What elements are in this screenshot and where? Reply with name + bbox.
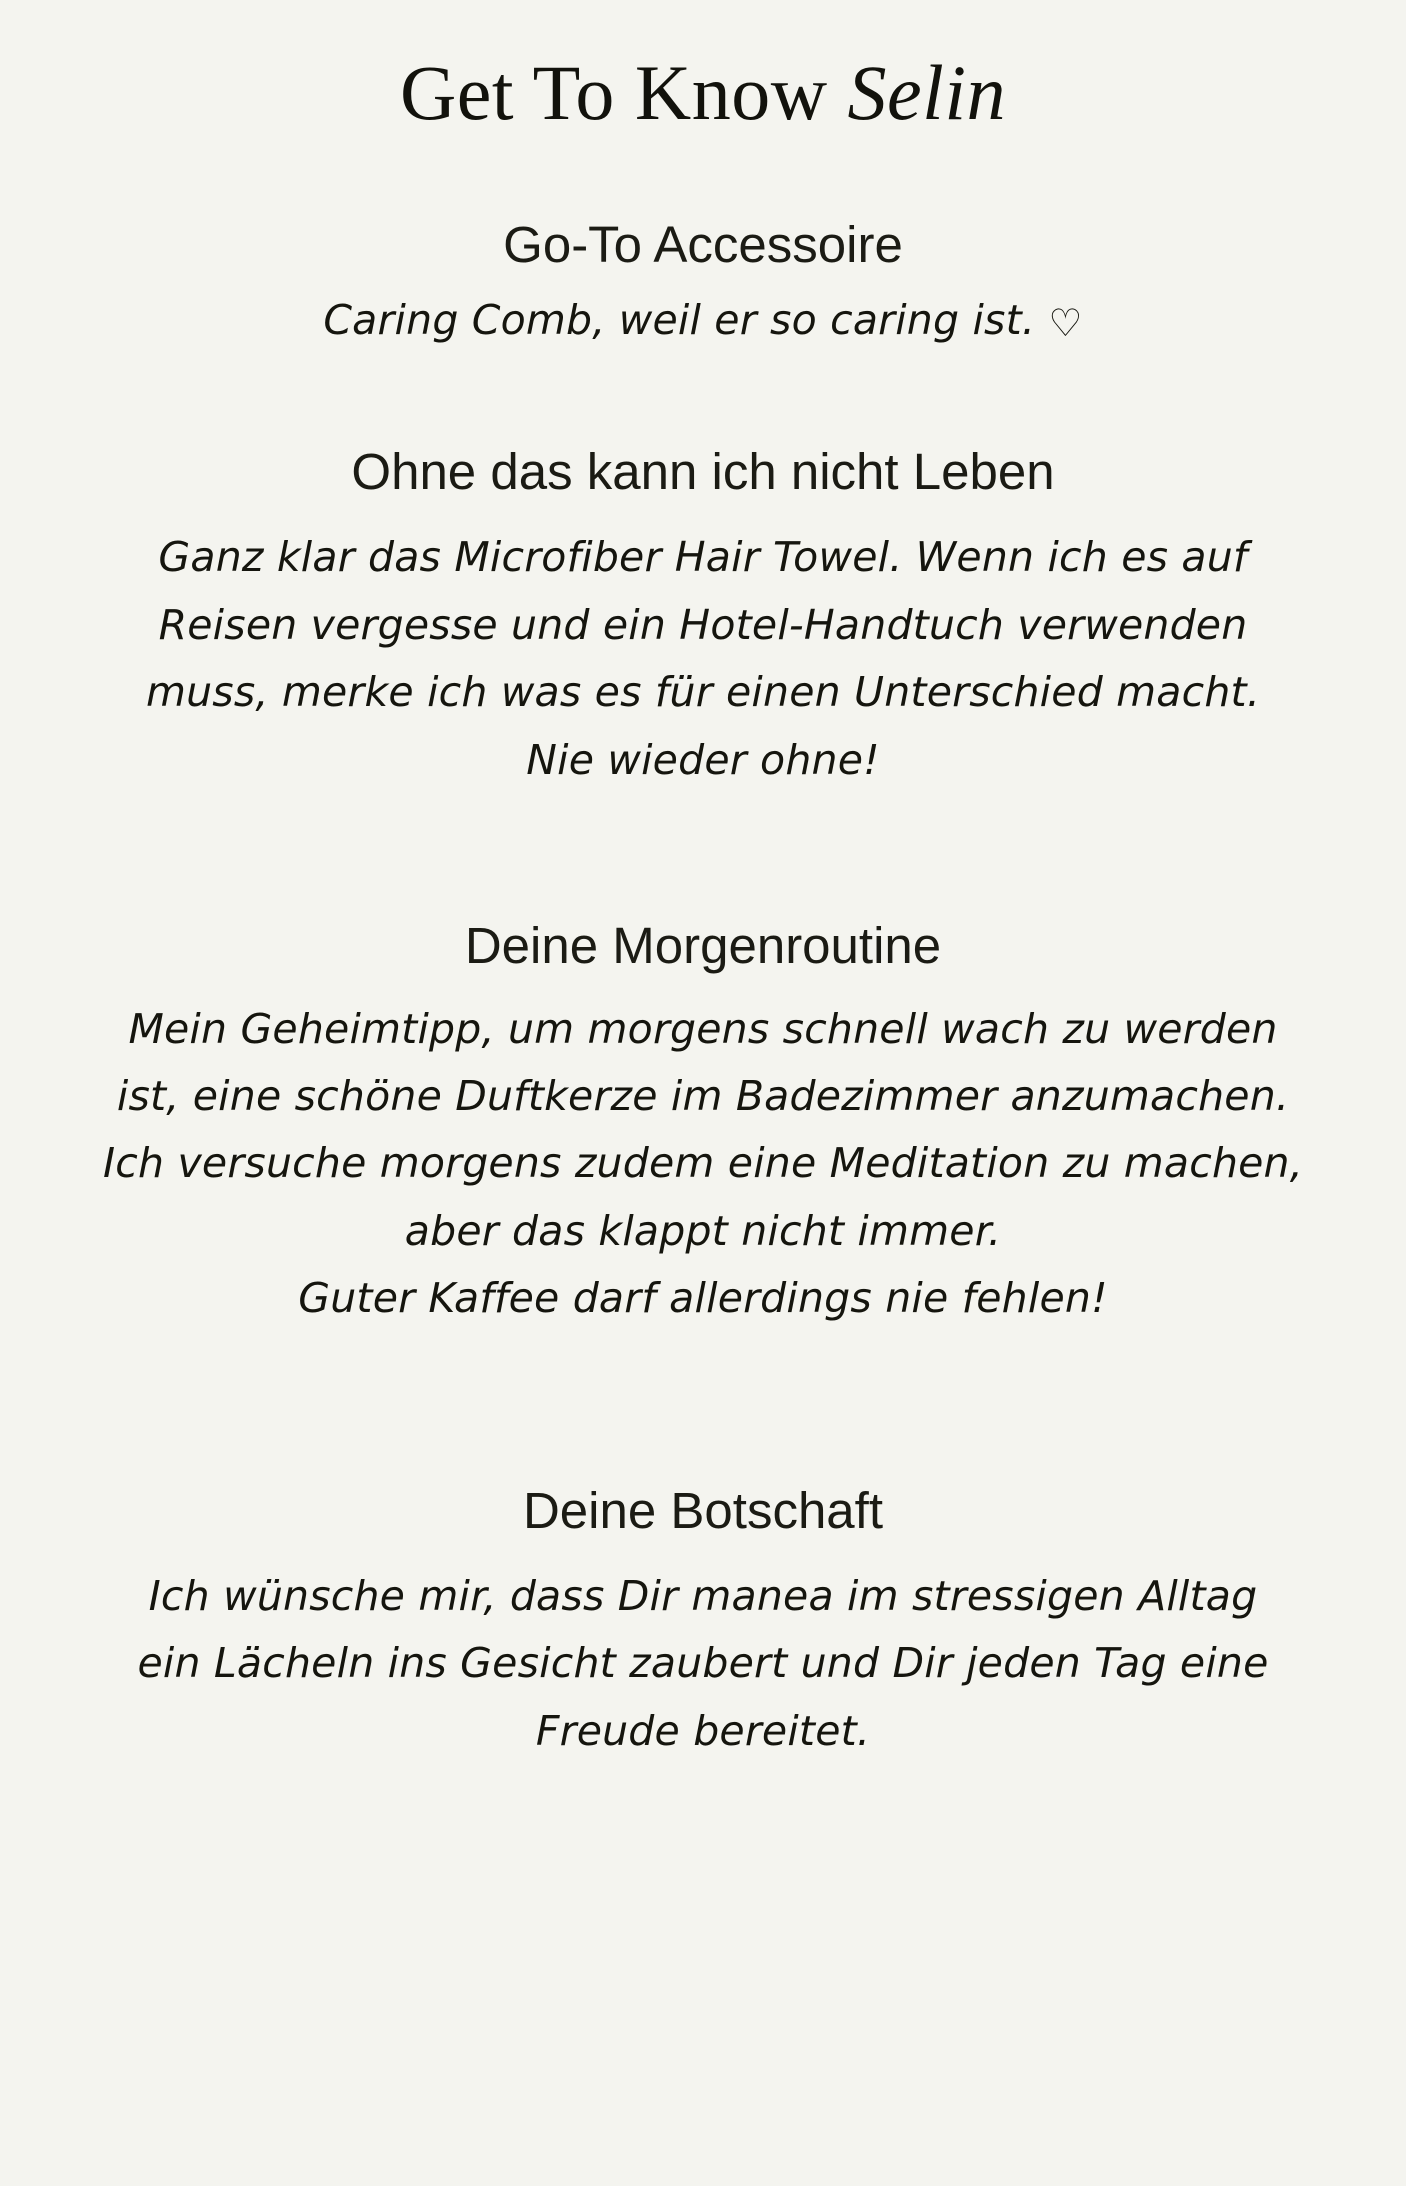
section-body-line: muss, merke ich was es für einen Unterschied macht.: [145, 668, 1261, 717]
heart-icon: ♡: [1048, 300, 1083, 345]
section-heading: Ohne das kann ich nicht Leben: [351, 442, 1055, 500]
section-body-line: aber das klappt nicht immer.: [404, 1206, 1002, 1255]
section-body-text: Caring Comb, weil er so caring ist.: [323, 295, 1036, 344]
section-go-to-accessoire: [70, 214, 1336, 353]
page-title: [70, 50, 1336, 136]
section-body: [88, 996, 1318, 1332]
section-body-line: Reisen vergesse und ein Hotel-Handtuch verwenden: [158, 600, 1248, 649]
section-body-line: Nie wieder ohne!: [526, 735, 880, 784]
section-body-line: ein Lächeln ins Gesicht zaubert und Dir jeden Tag eine: [137, 1639, 1269, 1688]
section-deine-botschaft: [70, 1480, 1336, 1765]
section-body-line: Ich versuche morgens zudem eine Meditation zu machen,: [103, 1139, 1303, 1188]
section-body: [88, 524, 1318, 795]
section-body-line: ist, eine schöne Duftkerze im Badezimmer anzumachen.: [116, 1072, 1290, 1121]
section-heading: Deine Morgenroutine: [464, 916, 942, 974]
section-body: [88, 1563, 1318, 1765]
section-heading: Deine Botschaft: [522, 1481, 884, 1539]
section-heading: Go-To Accessoire: [503, 215, 903, 273]
section-body-line: Ich wünsche mir, dass Dir manea im stressigen Alltag: [148, 1572, 1258, 1621]
section-body-line: Freude bereitet.: [535, 1706, 871, 1755]
section-body-line: Guter Kaffee darf allerdings nie fehlen!: [298, 1273, 1108, 1322]
page-title-name: Selin: [847, 49, 1007, 136]
page-title-prefix: Get To Know: [399, 49, 848, 136]
section-body-line: [88, 289, 1318, 353]
section-body-line: Ganz klar das Microfiber Hair Towel. Wenn ich es auf: [158, 533, 1248, 582]
section-body: [88, 289, 1318, 353]
section-ohne-das-kann-ich-nicht-leben: [70, 441, 1336, 795]
section-body-line: Mein Geheimtipp, um morgens schnell wach zu werden: [128, 1004, 1278, 1053]
section-deine-morgenroutine: [70, 915, 1336, 1332]
